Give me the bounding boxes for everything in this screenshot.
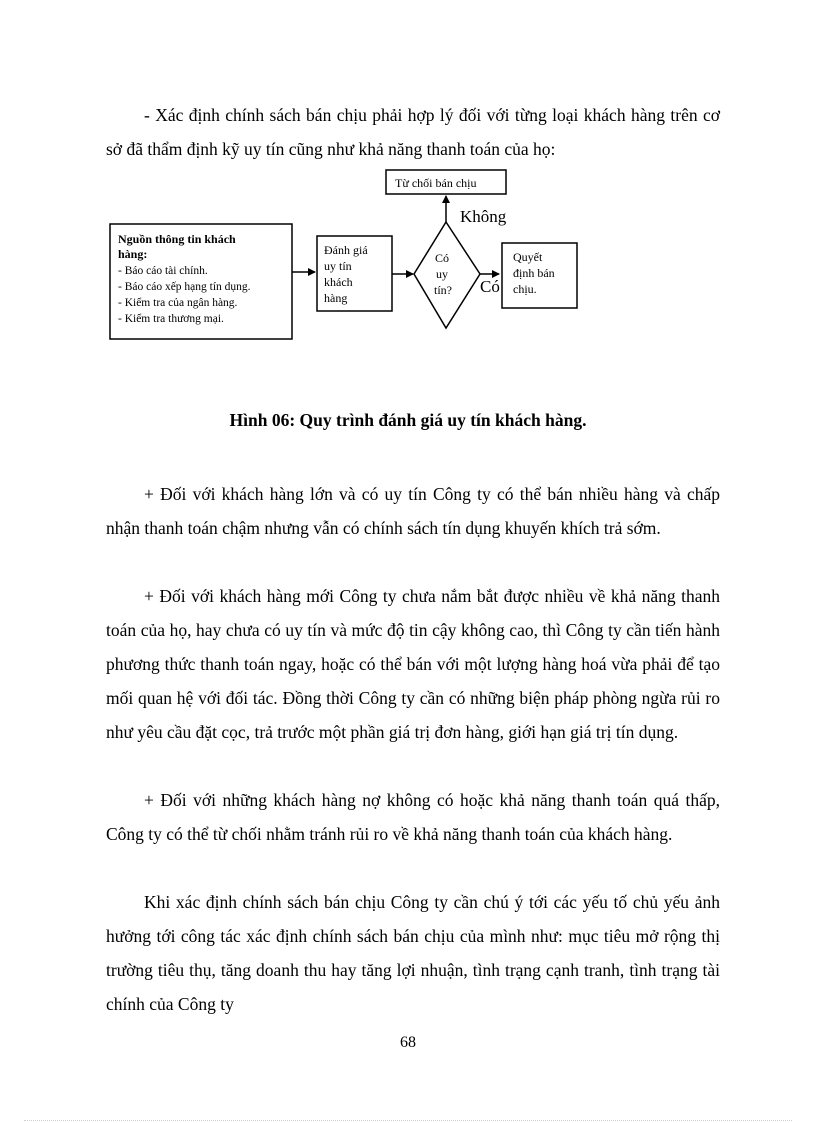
body-paragraph: Khi xác định chính sách bán chịu Công ty cần chú ý tới các yếu tố chủ yếu ảnh hưởng tới công tác xác định chính sách bán chịu của mình như: mục tiêu mở rộng thị trường tiêu thụ, tăng doanh thu hay tăng lợi nhuận, tình trạng cạnh tranh, tình trạng tài chính của Công ty bbox=[106, 892, 720, 1014]
page-number: 68 bbox=[400, 1034, 416, 1051]
source-item: - Kiểm tra của ngân hàng. bbox=[118, 297, 238, 309]
assess-line: uy tín bbox=[324, 259, 352, 273]
assess-line: khách bbox=[324, 275, 353, 289]
body-paragraph: + Đối với khách hàng mới Công ty chưa nắm bắt được nhiều về khả năng thanh toán của họ, hay chưa có uy tín và mức độ tin cậy không cao, thì Công ty cần tiến hành phương thức thanh toán ngay, hoặc có thể bán với một lượng hàng hoá vừa phải để tạo mối quan hệ với đối tác. Đồng thời Công ty cần có những biện pháp phòng ngừa rủi ro như yêu cầu đặt cọc, trả trước một phần giá trị đơn hàng, giới hạn giá trị tín dụng. bbox=[106, 586, 720, 742]
source-item: - Báo cáo xếp hạng tín dụng. bbox=[118, 281, 251, 293]
reject-label: Từ chối bán chịu bbox=[395, 176, 477, 190]
page-bottom-divider bbox=[24, 1120, 792, 1121]
figure-caption: Hình 06: Quy trình đánh giá uy tín khách hàng. bbox=[229, 410, 587, 430]
source-item: - Kiểm tra thương mại. bbox=[118, 313, 224, 325]
decision-line: uy bbox=[436, 267, 448, 281]
decision-line: tín? bbox=[434, 283, 452, 297]
assess-line: hàng bbox=[324, 291, 348, 305]
source-title-line-2: hàng: bbox=[118, 247, 148, 261]
credit-assessment-flowchart bbox=[0, 0, 816, 400]
body-paragraph: + Đối với khách hàng lớn và có uy tín Công ty có thể bán nhiều hàng và chấp nhận thanh toán chậm nhưng vẫn có chính sách tín dụng khuyến khích trả sớm. bbox=[106, 484, 720, 538]
assess-line: Đánh giá bbox=[324, 243, 368, 257]
source-item: - Báo cáo tài chính. bbox=[118, 265, 208, 277]
intro-paragraph: - Xác định chính sách bán chịu phải hợp lý đối với từng loại khách hàng trên cơ sở đã thẩm định kỹ uy tín cũng như khả năng thanh toán của họ: bbox=[106, 105, 720, 159]
no-label: Không bbox=[460, 207, 507, 226]
yes-label: Có bbox=[480, 277, 500, 296]
decision-line: Có bbox=[435, 251, 450, 265]
body-paragraph: + Đối với những khách hàng nợ không có hoặc khả năng thanh toán quá thấp, Công ty có thể từ chối nhằm tránh rủi ro về khả năng thanh toán của khách hàng. bbox=[106, 790, 720, 844]
approve-line: chịu. bbox=[513, 282, 537, 296]
approve-line: định bán bbox=[513, 266, 555, 280]
approve-line: Quyết bbox=[513, 250, 543, 264]
source-title-line-1: Nguồn thông tin khách bbox=[118, 232, 236, 246]
